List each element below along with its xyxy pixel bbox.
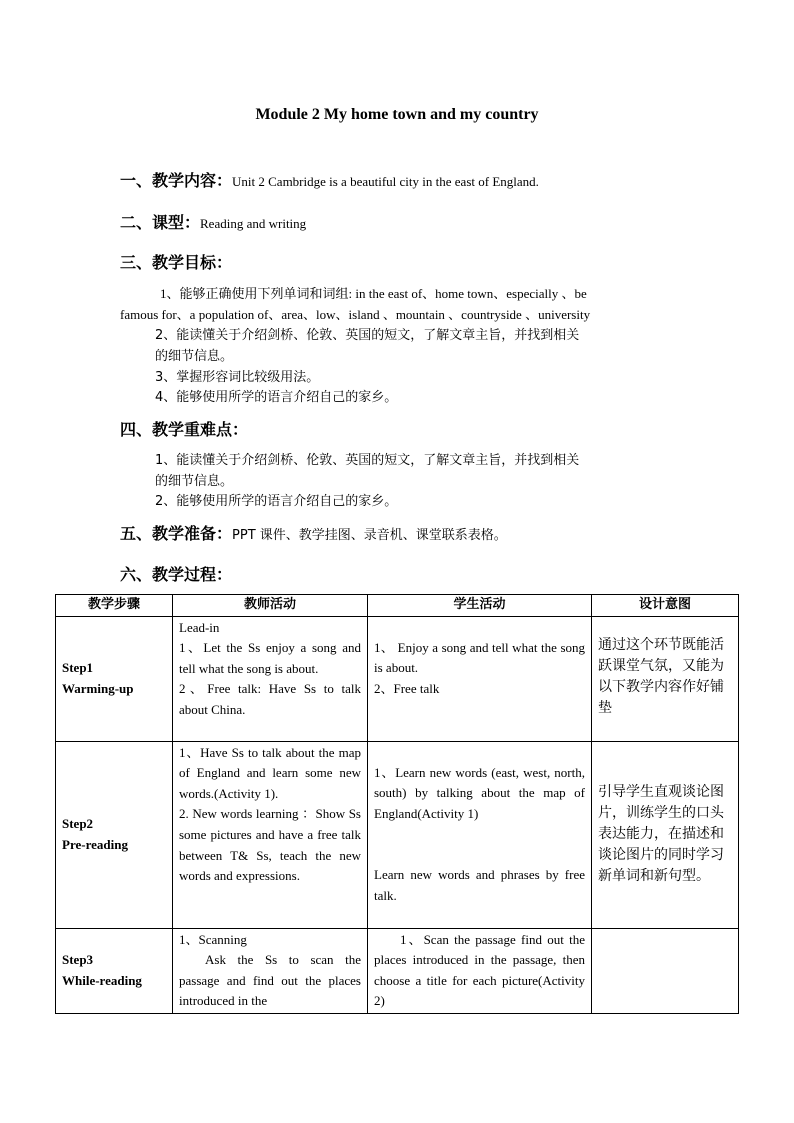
section-lesson-type xyxy=(120,213,306,234)
design-intent-cell: 引导学生直观谈论图片，训练学生的口头表达能力，在描述和谈论图片的同时学习新单词和新句型。 xyxy=(592,741,739,928)
objective-2-line-2: 的细节信息。 xyxy=(155,349,234,364)
student-activity-line: 1、Scan the passage find out the places introduced in the passage, then choose a title for each picture(Activity 2) xyxy=(374,931,585,1009)
step-name: While-reading xyxy=(62,972,142,988)
section-heading: 六、教学过程： xyxy=(120,565,233,584)
step-name: Pre-reading xyxy=(62,836,128,852)
difficulty-1-line-2: 的细节信息。 xyxy=(155,474,234,489)
section-process xyxy=(120,565,232,586)
teacher-activity-line: Lead-in xyxy=(179,619,220,635)
objective-2-line-1: 2、能读懂关于介绍剑桥、伦敦、英国的短文，了解文章主旨，并找到相关 xyxy=(155,328,580,343)
section-heading: 五、教学准备： xyxy=(120,524,233,543)
table-row xyxy=(56,928,739,1013)
teacher-activity-line: 2. New words learning ：Show Ss some pictures and have a free talk between T& Ss, teach the new words and expressions. xyxy=(179,806,361,884)
student-activity-line: Learn new words and phrases by free talk. xyxy=(374,867,585,903)
objective-1-line-1: 1、能够正确使用下列单词和词组: in the east of、home town、especially 、be xyxy=(160,286,587,301)
section-teaching-content xyxy=(120,171,539,192)
teacher-activity-line: 2、Free talk: Have Ss to talk about China. xyxy=(179,681,361,717)
student-activity-cell xyxy=(368,616,592,741)
header-student-activity: 学生活动 xyxy=(368,595,592,617)
table-header-row xyxy=(56,595,739,617)
header-teacher-activity: 教师活动 xyxy=(173,595,368,617)
objective-1-line-2: famous for、a population of、area、low、island 、mountain 、countryside 、university xyxy=(120,307,591,322)
teacher-activity-line: 1、Have Ss to talk about the map of England and learn some new words.(Activity 1). xyxy=(179,744,361,801)
design-intent-cell: 通过这个环节既能活跃课堂气氛，又能为以下教学内容作好铺垫 xyxy=(592,616,739,741)
document-title: Module 2 My home town and my country xyxy=(255,106,539,123)
teacher-activity-cell xyxy=(173,928,368,1013)
section-value: Reading and writing xyxy=(200,216,307,231)
teacher-activity-cell xyxy=(173,616,368,741)
teacher-activity-line: Ask the Ss to scan the passage and find out the places introduced in the xyxy=(179,952,361,1009)
step-number: Step2 xyxy=(62,816,94,831)
section-heading: 二、课型： xyxy=(120,213,201,232)
objective-3: 3、掌握形容词比较级用法。 xyxy=(155,370,320,385)
difficulty-1-line-1: 1、能读懂关于介绍剑桥、伦敦、英国的短文，了解文章主旨，并找到相关 xyxy=(155,453,580,468)
step-cell xyxy=(56,616,173,741)
step-number: Step1 xyxy=(62,660,94,675)
student-activity-cell xyxy=(368,928,592,1013)
student-activity-line: 1、Learn new words (east, west, north, south) by talking about the map of England(Activity 1) xyxy=(374,764,585,821)
section-heading: 一、教学内容： xyxy=(120,171,233,190)
step-cell xyxy=(56,741,173,928)
teacher-activity-line: 1、Scanning xyxy=(179,931,247,947)
student-activity-line: 1、 Enjoy a song and tell what the song is about. xyxy=(374,639,585,676)
section-heading: 四、教学重难点： xyxy=(120,420,249,439)
step-cell xyxy=(56,928,173,1013)
teaching-process-table xyxy=(55,594,739,1014)
teacher-activity-line: 1、Let the Ss enjoy a song and tell what the song is about. xyxy=(179,640,361,676)
student-activity-line: 2、Free talk xyxy=(374,680,440,696)
table-row xyxy=(56,741,739,928)
student-activity-cell xyxy=(368,741,592,928)
header-step: 教学步骤 xyxy=(56,595,173,617)
section-heading: 三、教学目标： xyxy=(120,253,233,272)
header-design-intent: 设计意图 xyxy=(592,595,739,617)
section-value: Unit 2 Cambridge is a beautiful city in the east of England. xyxy=(232,174,539,189)
step-number: Step3 xyxy=(62,952,94,968)
section-value: PPT 课件、教学挂图、录音机、课堂联系表格。 xyxy=(232,528,507,543)
design-intent-cell xyxy=(592,928,739,1013)
teacher-activity-cell xyxy=(173,741,368,928)
objective-4: 4、能够使用所学的语言介绍自己的家乡。 xyxy=(155,390,398,405)
table-row xyxy=(56,616,739,741)
step-name: Warming-up xyxy=(62,680,134,696)
section-preparation xyxy=(120,524,507,546)
difficulty-2: 2、能够使用所学的语言介绍自己的家乡。 xyxy=(155,494,398,509)
section-objectives xyxy=(120,253,232,274)
section-key-difficulties xyxy=(120,420,248,441)
